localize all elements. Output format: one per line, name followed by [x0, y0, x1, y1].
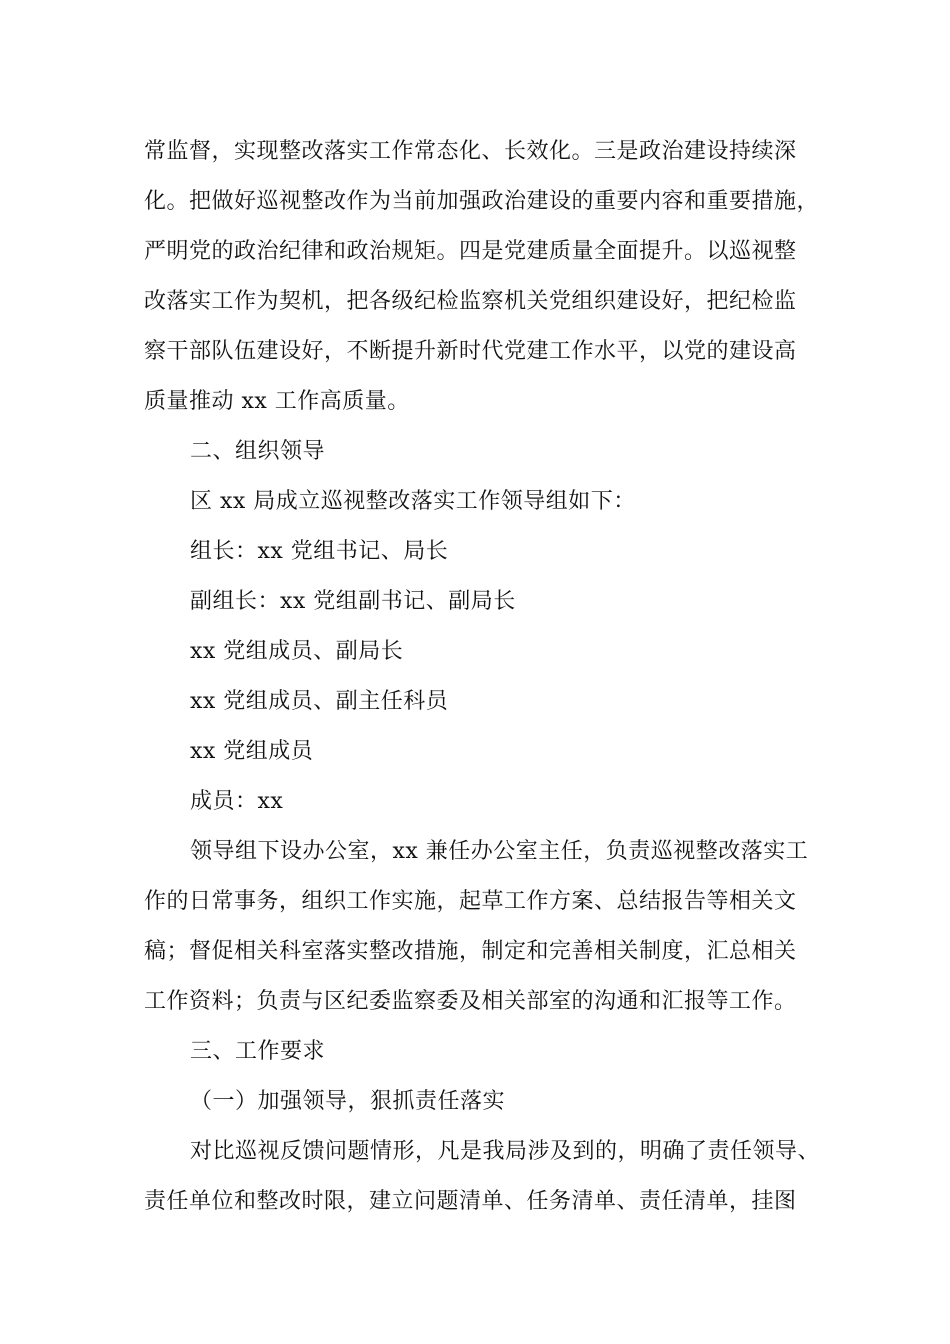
- subsection-heading: （一）加强领导，狠抓责任落实: [190, 1089, 506, 1114]
- paragraph-line: 常监督，实现整改落实工作常态化、长效化。三是政治建设持续深: [144, 139, 797, 164]
- section-heading-organization: 二、组织领导: [190, 439, 326, 464]
- paragraph-line: 作的日常事务，组织工作实施，起草工作方案、总结报告等相关文: [144, 889, 797, 914]
- member-line: 副组长：xx 党组副书记、副局长: [190, 589, 516, 614]
- paragraph-line: 质量推动 xx 工作高质量。: [144, 389, 410, 414]
- member-line: xx 党组成员、副主任科员: [190, 689, 449, 714]
- member-line: xx 党组成员、副局长: [190, 639, 404, 664]
- paragraph-line: 工作资料；负责与区纪委监察委及相关部室的沟通和汇报等工作。: [144, 989, 797, 1014]
- paragraph-line: 改落实工作为契机，把各级纪检监察机关党组织建设好，把纪检监: [144, 289, 797, 314]
- paragraph-line: 化。把做好巡视整改作为当前加强政治建设的重要内容和重要措施，: [144, 189, 820, 214]
- member-line: xx 党组成员: [190, 739, 314, 764]
- member-line: 成员：xx: [190, 789, 284, 814]
- paragraph-line: 严明党的政治纪律和政治规矩。四是党建质量全面提升。以巡视整: [144, 239, 797, 264]
- paragraph-line: 察干部队伍建设好，不断提升新时代党建工作水平，以党的建设高: [144, 339, 797, 364]
- paragraph-line: 稿；督促相关科室落实整改措施，制定和完善相关制度，汇总相关: [144, 939, 797, 964]
- paragraph-line: 责任单位和整改时限，建立问题清单、任务清单、责任清单，挂图: [144, 1189, 797, 1214]
- member-line: 组长：xx 党组书记、局长: [190, 539, 449, 564]
- paragraph-line: 对比巡视反馈问题情形，凡是我局涉及到的，明确了责任领导、: [190, 1139, 821, 1164]
- paragraph-line: 领导组下设办公室，xx 兼任办公室主任，负责巡视整改落实工: [190, 839, 809, 864]
- paragraph-line: 区 xx 局成立巡视整改落实工作领导组如下：: [190, 489, 636, 514]
- section-heading-requirements: 三、工作要求: [190, 1039, 326, 1064]
